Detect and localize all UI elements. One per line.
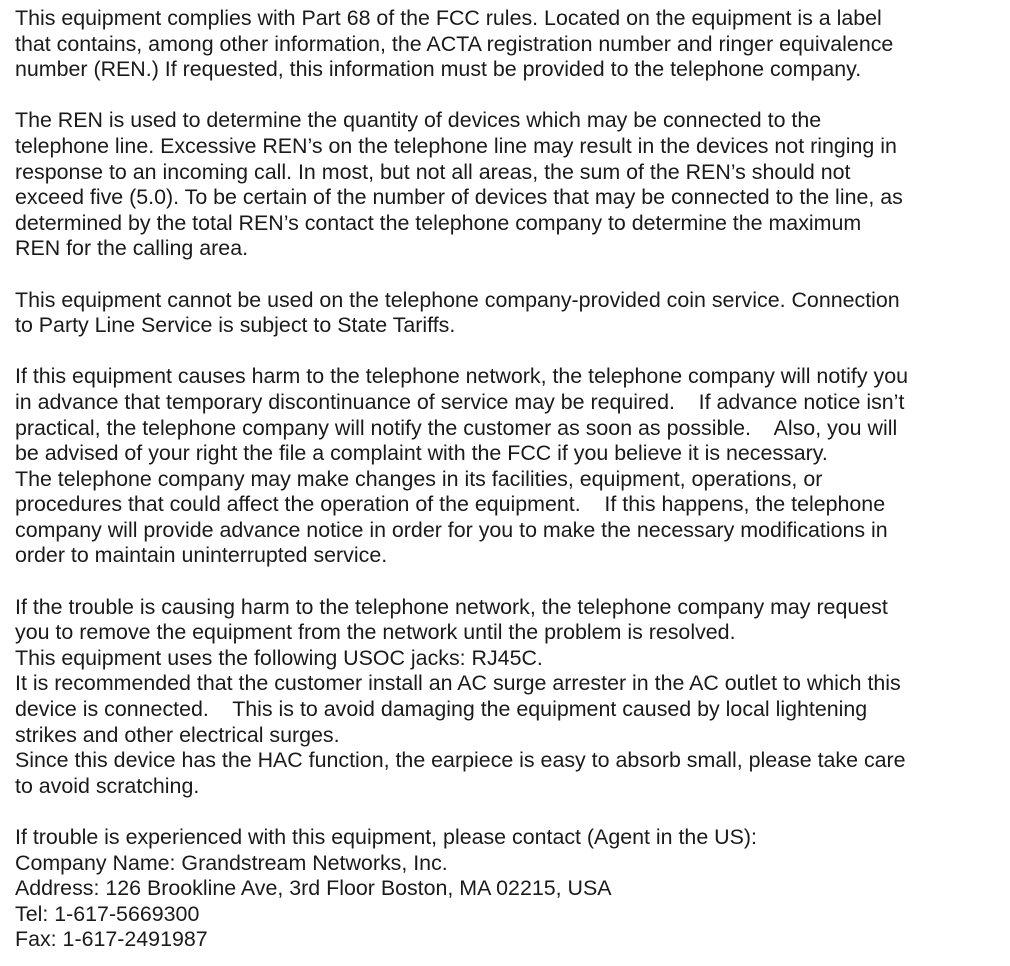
contact-intro: If trouble is experienced with this equipment, please contact (Agent in the US): [15, 825, 757, 849]
company-address: Address: 126 Brookline Ave, 3rd Floor Boston, MA 02215, USA [15, 876, 612, 901]
paragraph-trouble-jacks-surge [15, 595, 1002, 800]
text-line: be advised of your right the file a complaint with the FCC if you believe it is necessary. [15, 441, 828, 466]
text-line: This equipment complies with Part 68 of the FCC rules. Located on the equipment is a label [15, 6, 882, 30]
text-line: strikes and other electrical surges. [15, 722, 340, 747]
paragraph-network-harm [15, 364, 1002, 569]
text-line: The telephone company may make changes in its facilities, equipment, operations, or [15, 466, 823, 491]
company-fax: Fax: 1-617-2491987 [15, 927, 208, 952]
text-line: to avoid scratching. [15, 773, 200, 798]
text-line: practical, the telephone company will notify the customer as soon as possible. Also, you will [15, 415, 898, 440]
text-line: company will provide advance notice in order for you to make the necessary modifications in [15, 517, 888, 542]
text-line: determined by the total REN’s contact the telephone company to determine the maximum [15, 210, 862, 235]
text-line: This equipment cannot be used on the telephone company-provided coin service. Connection [15, 287, 900, 312]
text-line: order to maintain uninterrupted service. [15, 543, 388, 568]
text-line: This equipment uses the following USOC jacks: RJ45C. [15, 645, 543, 670]
text-line: It is recommended that the customer install an AC surge arrester in the AC outlet to which this [15, 671, 901, 696]
text-line: procedures that could affect the operation of the equipment. If this happens, the telephone [15, 492, 886, 517]
text-line: If this equipment causes harm to the telephone network, the telephone company will notify you [15, 364, 908, 389]
text-line: number (REN.) If requested, this information must be provided to the telephone company. [15, 57, 862, 82]
text-line: REN for the calling area. [15, 236, 249, 261]
text-line: Since this device has the HAC function, the earpiece is easy to absorb small, please take care [15, 748, 906, 773]
text-line: response to an incoming call. In most, but not all areas, the sum of the REN’s should not [15, 159, 851, 184]
paragraph-coin-service [15, 288, 1002, 339]
company-name: Company Name: Grandstream Networks, Inc. [15, 850, 448, 875]
text-line: exceed five (5.0). To be certain of the number of devices that may be connected to the line, as [15, 185, 903, 210]
text-line: that contains, among other information, the ACTA registration number and ringer equivalence [15, 31, 894, 56]
text-line: telephone line. Excessive REN’s on the telephone line may result in the devices not ringing in [15, 133, 897, 158]
text-line: device is connected. This is to avoid damaging the equipment caused by local lightening [15, 697, 868, 722]
paragraph-ren [15, 108, 1002, 262]
text-line: in advance that temporary discontinuance of service may be required. If advance notice isn’t [15, 389, 905, 414]
text-line: The REN is used to determine the quantity of devices which may be connected to the [15, 108, 822, 133]
company-tel: Tel: 1-617-5669300 [15, 901, 200, 926]
text-line: If the trouble is causing harm to the telephone network, the telephone company may request [15, 594, 888, 619]
paragraph-contact-agent [15, 825, 1002, 953]
text-line: you to remove the equipment from the network until the problem is resolved. [15, 620, 736, 645]
text-line: to Party Line Service is subject to State Tariffs. [15, 313, 456, 338]
paragraph-fcc-part68 [15, 6, 1002, 83]
